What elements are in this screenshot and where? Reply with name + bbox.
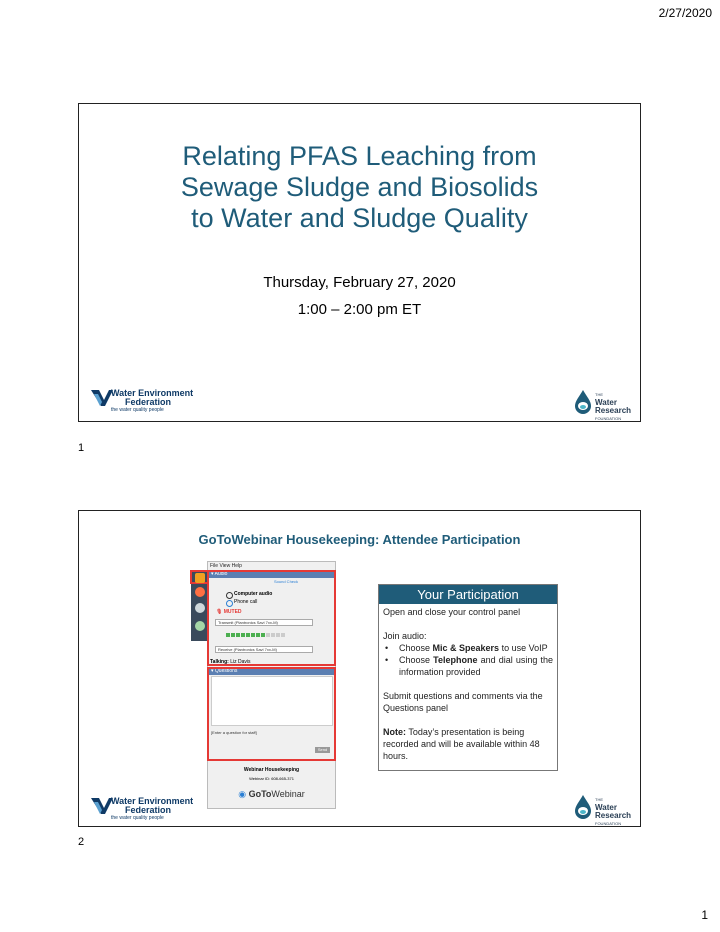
note-text: Today’s presentation is being recorded and will be available within 48 hours. [383, 727, 540, 761]
question-input[interactable]: [Enter a question for staff] [211, 730, 257, 735]
grab-tab-icon[interactable] [195, 573, 205, 583]
list-item [383, 642, 553, 654]
gotowebinar-logo [208, 789, 335, 800]
slide-1-number: 1 [78, 442, 85, 454]
wef-logo [91, 388, 194, 413]
sound-check-link[interactable]: Sound Check [274, 579, 299, 584]
bullet2-bold: Telephone [433, 655, 478, 665]
wef-name-line1: Water Environment [111, 796, 194, 806]
questions-header-label: Questions [214, 668, 238, 674]
questions-highlight [207, 667, 336, 761]
list-item [383, 654, 553, 678]
wrf-the: THE [595, 797, 603, 802]
wrf-line3: FOUNDATION [595, 416, 622, 421]
muted-label: MUTED [223, 609, 242, 615]
title-line: Relating PFAS Leaching from [182, 141, 537, 171]
participation-header: Your Participation [379, 585, 557, 604]
talking-name: Liz Davis [230, 659, 251, 665]
wef-name-line2: Federation [125, 397, 172, 407]
questions-instruction: Submit questions and comments via the Questions panel [383, 691, 543, 713]
hand-icon[interactable] [195, 621, 205, 631]
event-date: Thursday, February 27, 2020 [263, 274, 456, 291]
screen-icon[interactable] [195, 603, 205, 613]
wrf-line3: FOUNDATION [595, 821, 622, 826]
wef-name-line1: Water Environment [111, 388, 194, 398]
computer-audio-label: Computer audio [234, 591, 273, 597]
wef-name-line2: Federation [125, 805, 172, 815]
audio-highlight [207, 570, 336, 666]
wrf-logo [573, 389, 632, 421]
webinar-id: Webinar ID: 608-665-371 [249, 776, 294, 781]
wef-logo-mark-icon [91, 796, 113, 816]
slide-1 [78, 103, 641, 422]
wef-logo [91, 796, 194, 821]
wef-logo-mark-icon [91, 388, 113, 408]
slide-2-number: 2 [78, 836, 85, 848]
audio-header[interactable]: ▾ Audio [208, 571, 335, 578]
join-audio-list [383, 642, 553, 678]
audio-header-label: Audio [214, 571, 228, 577]
wrf-line2: Research [595, 811, 632, 820]
talking-label: Talking: [210, 659, 229, 665]
wrf-line1: Water [595, 803, 617, 812]
transmit-select[interactable]: Transmit (Plantronics Savi 7xx-M) [215, 619, 313, 626]
panel-menu[interactable]: File View Help [210, 563, 242, 569]
receive-select[interactable]: Receive (Plantronics Savi 7xx-M) [215, 646, 313, 653]
brand-webinar: Webinar [271, 789, 305, 799]
recording-note [383, 726, 553, 762]
send-button[interactable]: Send [315, 747, 330, 753]
note-label: Note: [383, 727, 406, 737]
wef-tagline: the water quality people [111, 815, 164, 821]
header-date: 2/27/2020 [658, 6, 712, 20]
join-audio-label: Join audio: [383, 631, 427, 641]
questions-header[interactable]: ▾ Questions [208, 668, 335, 675]
brand-goto: GoTo [248, 789, 272, 799]
bullet1-pre: Choose [399, 643, 433, 653]
page-number: 1 [701, 908, 708, 922]
wrf-logo [573, 794, 632, 826]
slide-1-title [79, 141, 640, 234]
wrf-the: THE [595, 392, 603, 397]
slide-2-title: GoToWebinar Housekeeping: Attendee Participation [198, 532, 521, 547]
bullet1-post: to use VoIP [499, 643, 548, 653]
event-time: 1:00 – 2:00 pm ET [297, 301, 422, 318]
bullet1-bold: Mic & Speakers [432, 643, 500, 653]
wrf-drop-icon [573, 389, 593, 415]
wrf-line2: Research [595, 406, 632, 415]
control-panel-instruction: Open and close your control panel [383, 607, 521, 617]
gotowebinar-mark-icon: ◉ [238, 789, 247, 799]
wrf-line1: Water [595, 398, 617, 407]
title-line: to Water and Sludge Quality [191, 203, 528, 233]
bullet2-post: and dial using the information provided [399, 655, 553, 677]
wrf-drop-icon [573, 794, 593, 820]
muted-status: 🎙 MUTED [216, 609, 242, 615]
phone-call-label: Phone call [234, 599, 258, 605]
bullet2-pre: Choose [399, 655, 434, 665]
microphone-icon[interactable] [195, 587, 205, 597]
wef-tagline: the water quality people [111, 407, 164, 413]
participation-box [378, 584, 558, 771]
webinar-title: Webinar Housekeeping [243, 767, 300, 773]
slide-2 [78, 510, 641, 827]
title-line: Sewage Sludge and Biosolids [180, 172, 539, 202]
gotowebinar-control-panel [207, 561, 336, 809]
